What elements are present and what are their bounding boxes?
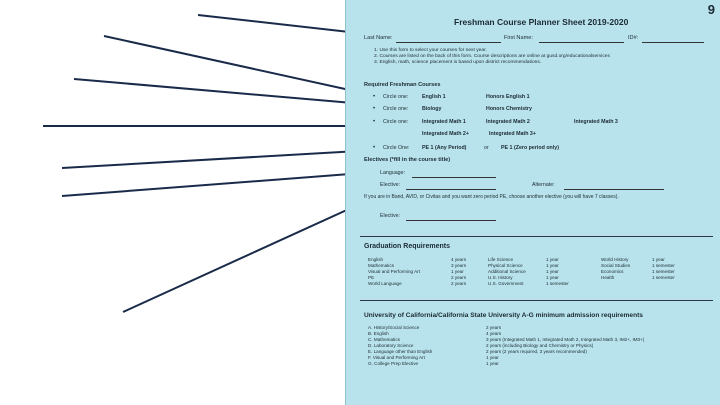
divider xyxy=(360,300,713,301)
ag-subject: B. English xyxy=(368,331,389,336)
electives-heading: Electives (*fill in the course title) xyxy=(364,157,451,163)
grad-subject: Life Science xyxy=(488,257,514,262)
option-integrated-math-3[interactable]: Integrated Math 3 xyxy=(574,119,618,125)
grad-subject: Visual and Performing Art xyxy=(368,269,421,274)
circle-one-label: Circle one: xyxy=(383,106,409,112)
grad-years: 2 years xyxy=(451,281,467,286)
ag-subject: D. Laboratory Science xyxy=(368,343,414,348)
option-honors-chemistry[interactable]: Honors Chemistry xyxy=(486,106,532,112)
first-name-field[interactable] xyxy=(539,42,624,43)
last-name-label: Last Name: xyxy=(364,35,393,41)
elective-label: Elective: xyxy=(380,182,401,188)
grad-subject: U.S. Government xyxy=(488,281,524,286)
ag-requirement: 2 years (2 years required, 3 years recommended) xyxy=(486,349,587,354)
option-biology[interactable]: Biology xyxy=(422,106,442,112)
ag-subject: G. College Prep Elective xyxy=(368,361,419,366)
language-label: Language: xyxy=(380,170,406,176)
last-name-field[interactable] xyxy=(396,42,501,43)
grad-subject: U.S. History xyxy=(488,275,513,280)
bullet: • xyxy=(373,106,376,112)
grad-subject: Mathematics xyxy=(368,263,395,268)
option-honors-english-1[interactable]: Honors English 1 xyxy=(486,94,530,100)
ag-requirement: 2 years (including Biology and Chemistry or Physics) xyxy=(486,343,594,348)
instruction-3: 3. English, math, science placement is based upon district recommendations. xyxy=(374,60,542,65)
grad-years: 1 year xyxy=(546,269,559,274)
sheet-title: Freshman Course Planner Sheet 2019-2020 xyxy=(454,17,629,27)
id-label: ID#: xyxy=(628,35,639,41)
option-pe-any-period[interactable]: PE 1 (Any Period) xyxy=(422,145,467,151)
grad-subject: World History xyxy=(601,257,629,262)
grad-subject: Economics xyxy=(601,269,624,274)
grad-years: 1 year xyxy=(451,269,464,274)
grad-years: 1 year xyxy=(546,275,559,280)
elective-2-field[interactable] xyxy=(406,220,496,221)
grad-subject: PE xyxy=(368,275,375,280)
or-label: or xyxy=(484,145,489,151)
grad-years: 2 years xyxy=(451,275,467,280)
instruction-2: 2. Courses are listed on the back of this form. Course descriptions are online at gusd.org/educationalservices xyxy=(374,54,610,59)
ag-requirement: 4 years xyxy=(486,331,502,336)
arrow-to-pe xyxy=(62,150,376,168)
option-integrated-math-1[interactable]: Integrated Math 1 xyxy=(422,119,466,125)
divider xyxy=(360,236,713,237)
ag-heading: University of California/California State University A-G minimum admission requirements xyxy=(364,312,643,319)
bullet: • xyxy=(373,145,376,151)
graduation-heading: Graduation Requirements xyxy=(364,243,450,250)
circle-one-label: Circle one: xyxy=(383,119,409,125)
grad-years: 1 semester xyxy=(546,281,569,286)
option-integrated-math-3-plus[interactable]: Integrated Math 3+ xyxy=(489,131,536,137)
grad-years: 1 semester xyxy=(652,275,675,280)
grad-subject: Additional Science xyxy=(488,269,526,274)
grad-years: 1 year xyxy=(652,257,665,262)
grad-subject: Social Studies xyxy=(601,263,631,268)
grad-subject: English xyxy=(368,257,384,262)
bullet: • xyxy=(373,94,376,100)
ag-requirement: 1 year xyxy=(486,355,499,360)
page-number: 9 xyxy=(707,2,715,17)
elective-2-label: Elective: xyxy=(380,213,401,219)
circle-one-label: Circle One: xyxy=(383,145,410,151)
arrow-to-english xyxy=(104,36,377,96)
alternate-field[interactable] xyxy=(564,189,664,190)
ag-subject: C. Mathematics xyxy=(368,337,400,342)
instruction-1: 1. Use this form to select your courses for next year. xyxy=(374,48,487,53)
grad-years: 4 years xyxy=(451,257,467,262)
grad-years: 1 year xyxy=(546,263,559,268)
ag-requirement: 3 years (Integrated Math 1, Integrated Math 2, Integrated Math 3, IM2+, IM3+) xyxy=(486,337,645,342)
ag-subject: F. Visual and Performing Art xyxy=(368,355,425,360)
grad-subject: Physical Science xyxy=(488,263,523,268)
option-pe-zero-period[interactable]: PE 1 (Zero period only) xyxy=(501,145,559,151)
id-field[interactable] xyxy=(642,42,704,43)
grad-subject: Health xyxy=(601,275,615,280)
zero-period-note: If you are in Band, AVID, or Civitas and you want zero period PE, choose another elective (you will have 7 classes). xyxy=(364,194,619,200)
grad-years: 3 years xyxy=(451,263,467,268)
option-integrated-math-2-plus[interactable]: Integrated Math 2+ xyxy=(422,131,469,137)
course-planner-sheet xyxy=(345,0,720,405)
alternate-label: Alternate: xyxy=(532,182,555,188)
bullet: • xyxy=(373,119,376,125)
ag-subject: A. History/Social Science xyxy=(368,325,420,330)
ag-subject: E. Language other than English xyxy=(368,349,433,354)
arrow-to-language xyxy=(62,172,376,196)
arrow-to-science xyxy=(74,79,376,105)
circle-one-label: Circle one: xyxy=(383,94,409,100)
grad-years: 1 semester xyxy=(652,263,675,268)
language-field[interactable] xyxy=(412,177,496,178)
grad-years: 1 year xyxy=(546,257,559,262)
grad-years: 1 semester xyxy=(652,269,675,274)
grad-subject: World Language xyxy=(368,281,402,286)
first-name-label: First Name: xyxy=(504,35,533,41)
elective-field[interactable] xyxy=(406,189,496,190)
ag-requirement: 1 year xyxy=(486,361,499,366)
option-english-1[interactable]: English 1 xyxy=(422,94,446,100)
ag-requirement: 2 years xyxy=(486,325,502,330)
option-integrated-math-2[interactable]: Integrated Math 2 xyxy=(486,119,530,125)
required-heading: Required Freshman Courses xyxy=(364,82,441,88)
